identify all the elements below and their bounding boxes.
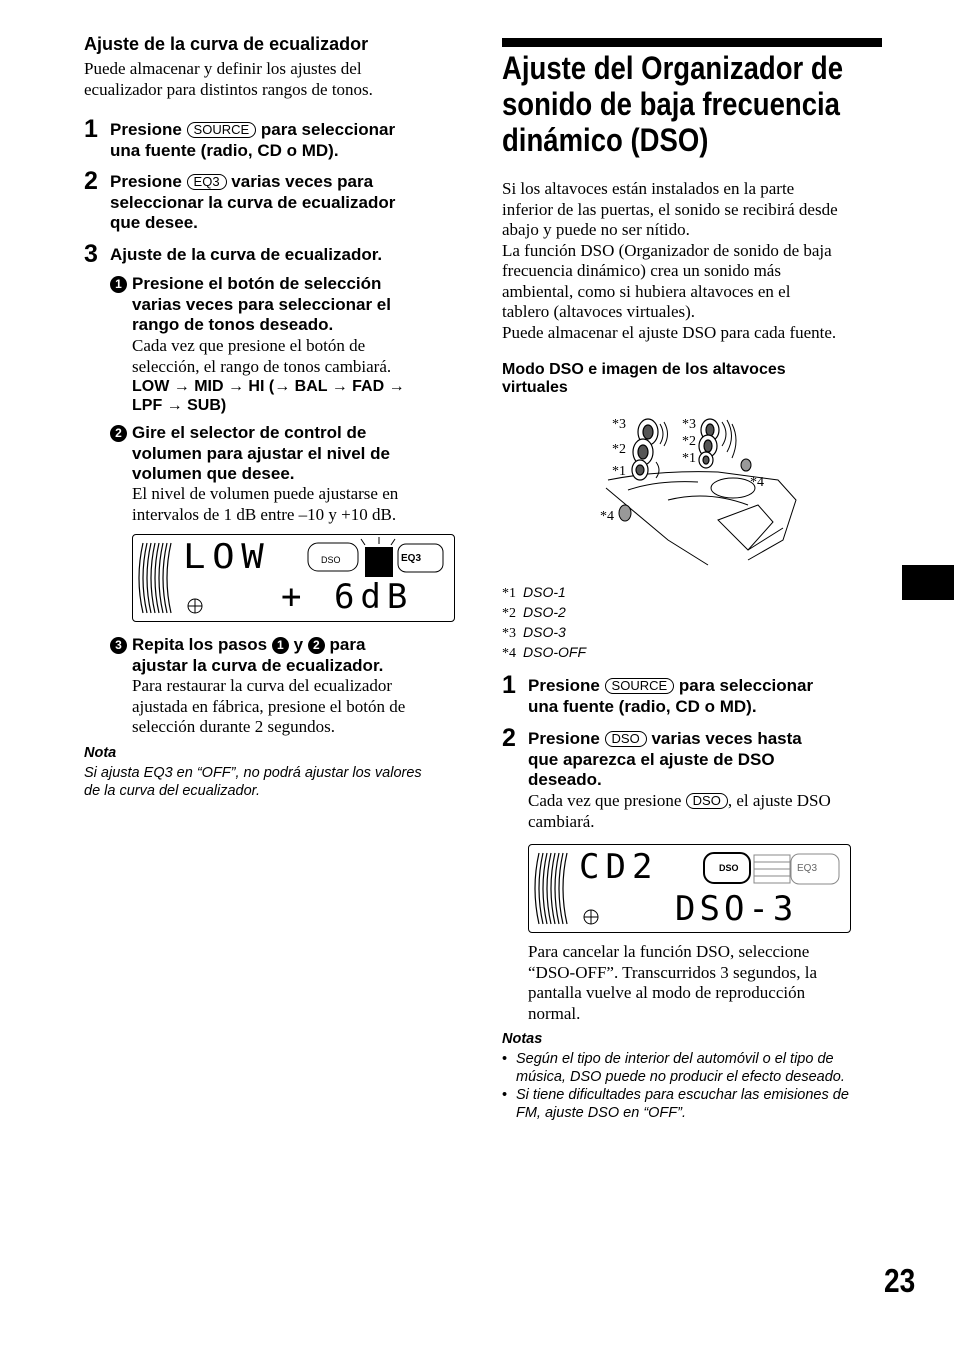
display-top-text: LOW (183, 537, 271, 577)
eq3-badge: EQ3 (797, 863, 818, 874)
label-l3: *3 (612, 417, 626, 432)
subsection-intro: Puede almacenar y definir los ajustes del ecualizador para distintos rangos de tonos. (84, 59, 373, 99)
step-number: 1 (502, 671, 516, 699)
label-r1: *1 (682, 451, 696, 466)
dso-display (528, 844, 851, 933)
page-number: 23 (884, 1262, 916, 1299)
label-r2: *2 (682, 434, 696, 449)
display-bottom-text: DSO-3 (675, 889, 798, 929)
step-number: 3 (84, 240, 98, 268)
source-key: SOURCE (605, 678, 675, 694)
step-number: 2 (84, 167, 98, 195)
note-item: • Según el tipo de interior del automóvil o el tipo de música, DSO puede no producir el efecto deseado. (502, 1051, 845, 1085)
substep-body: Cada vez que presione el botón de selección, el rango de tonos cambiará. (132, 336, 392, 376)
dso-key-inline: DSO (686, 793, 728, 809)
footnote-item: *1 DSO-1 (502, 584, 566, 601)
substep-marker: 3 (110, 637, 127, 655)
speaker-car-icon (598, 410, 803, 575)
substep-bold: Presione el botón de selección varias veces para seleccionar el rango de tonos deseado. (132, 274, 391, 334)
footnote-item: *4 DSO-OFF (502, 644, 586, 661)
label-r3: *3 (682, 417, 696, 432)
substep-marker: 1 (110, 276, 127, 294)
note-title: Nota (84, 745, 117, 761)
cancel-instructions: Para cancelar la función DSO, seleccione “DSO-OFF”. Transcurridos 3 segundos, la pantalla vuelve al modo de reproducción normal. (528, 942, 817, 1023)
note-item: • Si tiene dificultades para escuchar las emisiones de FM, ajuste DSO en “OFF”. (502, 1087, 849, 1121)
label-r4: *4 (750, 475, 764, 490)
eq-display (132, 534, 455, 622)
step-body: Cada vez que presione DSO , el ajuste DSO cambiará. (528, 791, 831, 831)
footnote-item: *2 DSO-2 (502, 604, 566, 621)
substep-marker: 2 (110, 425, 127, 443)
range-sequence: LOW → MID → HI (→ BAL → FAD → LPF → SUB) (132, 378, 405, 414)
step-text: Presione SOURCE para seleccionar una fuente (radio, CD o MD). (110, 120, 396, 160)
section-tab (902, 565, 954, 600)
mode-title: Modo DSO e imagen de los altavoces virtuales (502, 361, 786, 396)
section-intro: Si los altavoces están instalados en la parte inferior de las puertas, el sonido se recibirá desde abajo y puede no ser nítido. La función DSO (Organizador de sonido de baja frecuencia dinámico) crea un sonido más ambiental, como si hubiera altavoces en el tablero (altavoces virtuales). Puede almacenar el ajuste DSO para cada fuente. (502, 179, 838, 342)
step-text: Ajuste de la curva de ecualizador. (110, 245, 383, 264)
section-title: Ajuste del Organizador de sonido de baja frecuencia dinámico (DSO) (502, 50, 844, 158)
step-number: 1 (84, 115, 98, 143)
dso-badge: DSO (321, 555, 341, 565)
step-number: 2 (502, 724, 516, 752)
display-bottom-text: + 6dB (281, 577, 414, 617)
source-key: SOURCE (187, 122, 257, 138)
car-interior-illustration (598, 410, 803, 575)
label-l2: *2 (612, 442, 626, 457)
display-top-text: CD2 (579, 847, 659, 887)
substep-body: El nivel de volumen puede ajustarse en intervalos de 1 dB entre –10 y +10 dB. (132, 484, 399, 524)
step-text: Presione EQ3 varias veces para seleccionar la curva de ecualizador que desee. (110, 172, 396, 232)
dso-key: DSO (605, 731, 647, 747)
substep-body: Para restaurar la curva del ecualizador ajustada en fábrica, presione el botón de selección durante 2 segundos. (132, 676, 406, 736)
subsection-title: Ajuste de la curva de ecualizador (84, 34, 369, 54)
eq3-badge: EQ3 (401, 553, 422, 564)
label-l1: *1 (612, 464, 626, 479)
title-rule (502, 38, 882, 47)
substep-bold: Gire el selector de control de volumen para ajustar el nivel de volumen que desee. (132, 423, 390, 483)
notes-title: Notas (502, 1031, 543, 1047)
dso-badge: DSO (719, 863, 739, 873)
substep-bold: Repita los pasos 1 y 2 para ajustar la curva de ecualizador. (132, 635, 384, 675)
note-text: Si ajusta EQ3 en “OFF”, no podrá ajustar los valores de la curva del ecualizador. (84, 765, 422, 799)
footnote-list (502, 583, 586, 663)
footnote-item: *3 DSO-3 (502, 624, 566, 641)
eq3-key: EQ3 (187, 174, 227, 190)
step-text: Presione SOURCE para seleccionar una fuente (radio, CD o MD). (528, 676, 814, 716)
notes-list (502, 1050, 892, 1122)
label-b4: *4 (600, 509, 614, 524)
step-text: Presione DSO varias veces hasta que aparezca el ajuste de DSO deseado. (528, 729, 802, 789)
